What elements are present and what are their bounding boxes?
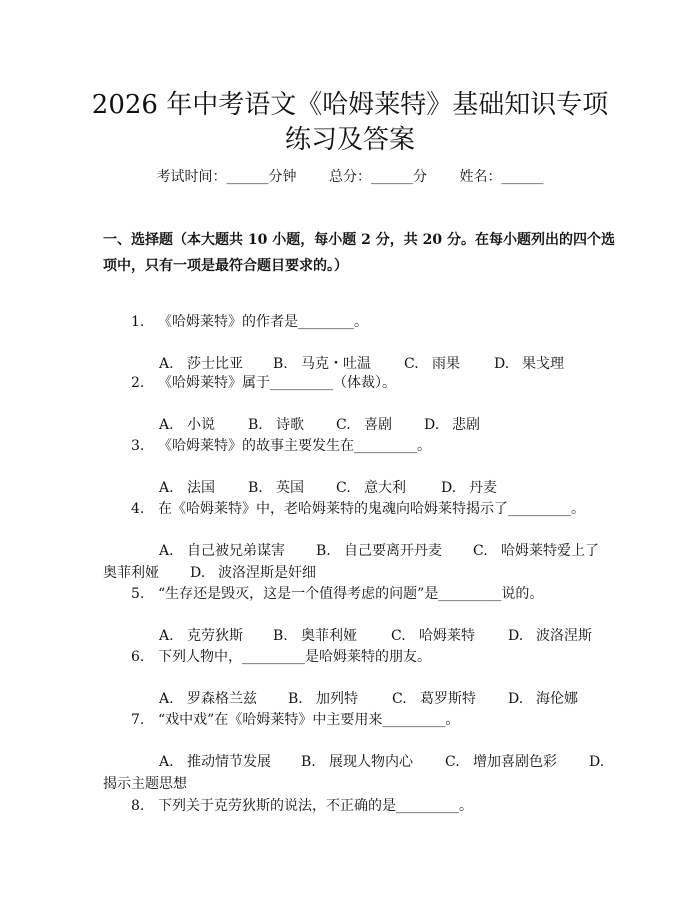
doc-title-line2: 练习及答案 xyxy=(284,125,415,155)
option-b: B. 诗歌 xyxy=(248,417,304,433)
question-number: 2. xyxy=(131,375,145,391)
option-a: A. 自己被兄弟谋害 xyxy=(159,543,285,559)
doc-title-line1: 2026 年中考语文《哈姆莱特》基础知识专项 xyxy=(91,90,609,120)
question-number: 7. xyxy=(131,712,145,728)
option-b: B. 英国 xyxy=(248,480,304,496)
option-a: A. 莎士比亚 xyxy=(159,356,243,372)
question-number: 8. xyxy=(131,798,145,814)
option-c: C. 增加喜剧色彩 xyxy=(445,754,557,770)
question-number: 4. xyxy=(131,501,145,517)
option-c: C. 葛罗斯特 xyxy=(392,691,476,707)
question-stem: 在《哈姆莱特》中，老哈姆莱特的鬼魂向哈姆莱特揭示了_________。 xyxy=(158,501,585,517)
option-a: A. 推动情节发展 xyxy=(159,754,271,770)
option-d-label: D. xyxy=(589,754,605,770)
option-d: D. 波洛涅斯是奸细 xyxy=(190,565,316,581)
option-c: C. 哈姆莱特 xyxy=(391,628,475,644)
option-d: D. 海伦娜 xyxy=(508,691,578,707)
option-c: C. 哈姆莱特爱上了 xyxy=(473,543,599,559)
option-a: A. 法国 xyxy=(159,480,215,496)
question-stem: “戏中戏”在《哈姆莱特》中主要用来_________。 xyxy=(158,712,460,728)
question-stem: 下列关于克劳狄斯的说法，不正确的是_________。 xyxy=(158,798,473,814)
option-d: D. 丹麦 xyxy=(441,480,497,496)
question-stem: 《哈姆莱特》的作者是________。 xyxy=(158,314,368,330)
question-stem: 下列人物中，_________是哈姆莱特的朋友。 xyxy=(158,649,431,665)
question-stem: 《哈姆莱特》的故事主要发生在_________。 xyxy=(158,438,431,454)
section-header: 一、选择题（本大题共 10 小题，每小题 2 分，共 20 分。在每小题列出的四个选项中，只有一项是最符合题目要求的。） xyxy=(103,232,615,274)
exam-time: 考试时间：______分钟 xyxy=(156,169,297,185)
option-c: C. 喜剧 xyxy=(336,417,392,433)
question-number: 3. xyxy=(131,438,145,454)
option-c-continued: 奥菲利娅 xyxy=(103,565,159,581)
question-number: 6. xyxy=(131,649,145,665)
option-d: D. 果戈理 xyxy=(494,356,564,372)
option-b: B. 奥菲利娅 xyxy=(273,628,357,644)
option-c: C. 雨果 xyxy=(404,356,460,372)
question-stem: 《哈姆莱特》属于_________（体裁）。 xyxy=(158,375,396,391)
option-b: B. 展现人物内心 xyxy=(301,754,413,770)
question-stem: “生存还是毁灭，这是一个值得考虑的问题”是_________说的。 xyxy=(158,586,544,602)
option-d: D. 悲剧 xyxy=(424,417,480,433)
option-d: D. 波洛涅斯 xyxy=(508,628,592,644)
option-b: B. 加列特 xyxy=(288,691,358,707)
question-number: 5. xyxy=(131,586,145,602)
question-number: 1. xyxy=(131,314,145,330)
exam-info xyxy=(0,166,700,188)
option-a: A. 小说 xyxy=(159,417,215,433)
option-a: A. 罗森格兰兹 xyxy=(159,691,257,707)
option-c: C. 意大利 xyxy=(336,480,406,496)
option-d-text: 揭示主题思想 xyxy=(103,776,187,792)
total-score: 总分：______分 xyxy=(329,169,427,185)
option-b: B. 自己要离开丹麦 xyxy=(316,543,442,559)
option-a: A. 克劳狄斯 xyxy=(159,628,243,644)
option-b: B. 马克・吐温 xyxy=(273,356,371,372)
student-name: 姓名：______ xyxy=(459,169,544,185)
